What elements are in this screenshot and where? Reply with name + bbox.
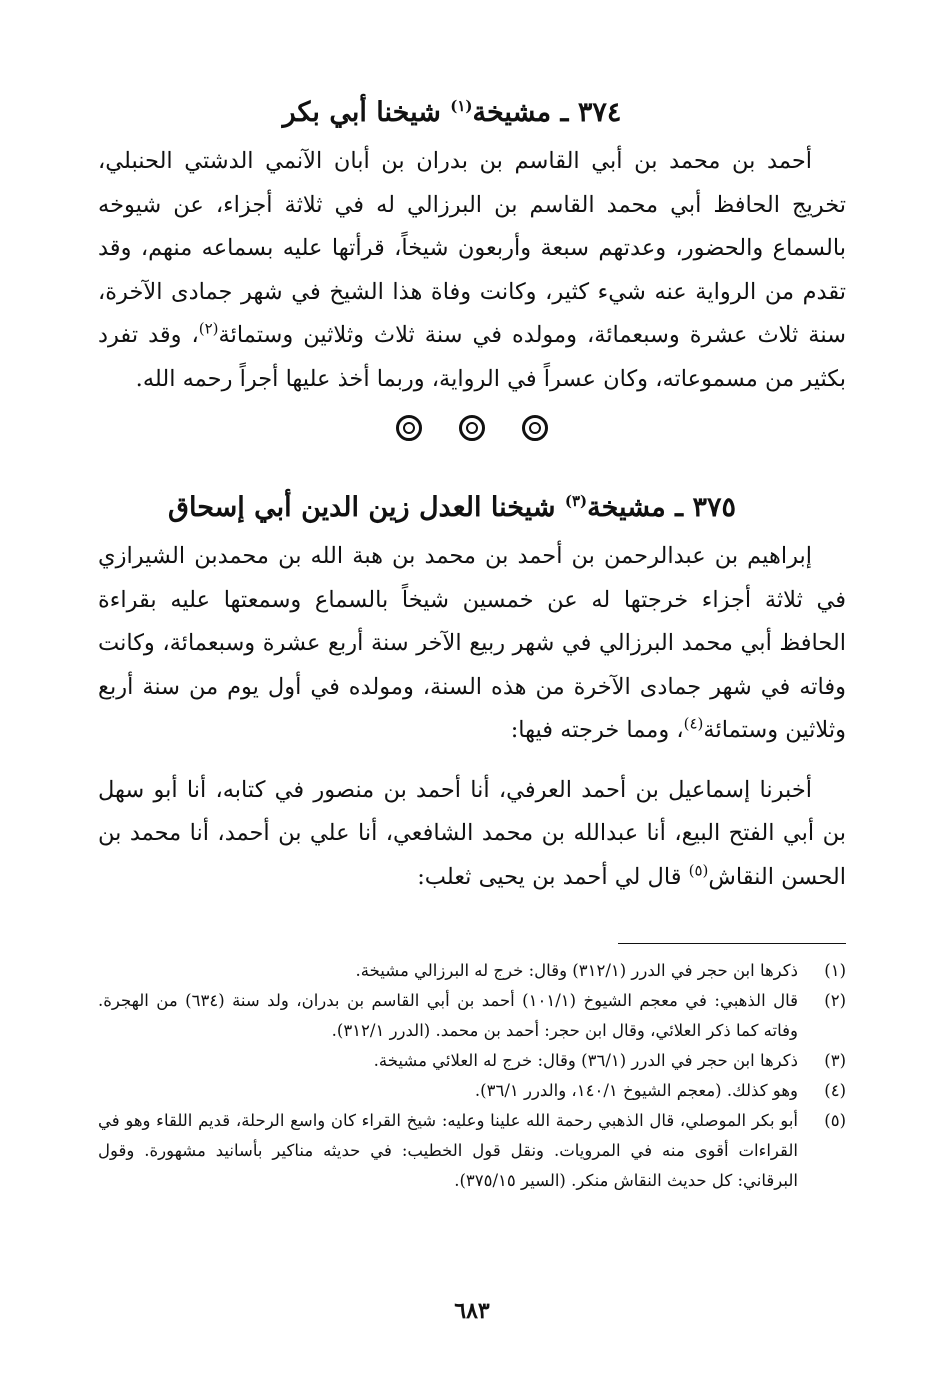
paragraph-text: أحمد بن محمد بن أبي القاسم بن بدران بن أبان الآنمي الدشتي الحنبلي، تخريج الحافظ أبي محمد القاسم بن البرزالي له في ثلاثة أجزاء، عن شيوخه بالسماع والحضور، وعدتهم سبعة وأربعون شيخاً، قرأتها عليه بسماعه منهم، وقد تقدم من الرواية عنه شيء كثير، وكانت وفاة هذا الشيخ في شهر جمادى الآخرة، سنة ثلاث عشرة وسبعمائة، ومولده في سنة ثلاث وثلاثين وستمائة (98, 148, 846, 348)
footnotes (98, 956, 846, 1196)
paragraph-text: ، وقد تفرد بكثير من مسموعاته، وكان عسراً في الرواية، وربما أخذ عليها أجراً رحمه الله. (98, 322, 846, 392)
entry-title-text: ٣٧٤ ـ مشيخة (472, 97, 622, 128)
footnote-marker: (٥) (688, 861, 709, 879)
footnote-marker: (٣) (564, 492, 588, 510)
entry-375-paragraph (98, 535, 846, 753)
ornament-icon (522, 415, 548, 441)
footnote (98, 1046, 846, 1076)
book-page (98, 92, 846, 1382)
entry-374-title (98, 92, 846, 134)
footnote-marker: (٢) (198, 319, 219, 338)
page-number: ٦٨٣ (454, 1298, 490, 1324)
footnote-text: ذكرها ابن حجر في الدرر (٣١٢/١) وقال: خرج له البرزالي مشيخة. (355, 961, 798, 980)
footnote (98, 1106, 846, 1196)
footnote-text: قال الذهبي: في معجم الشيوخ (١٠١/١) أحمد بن أبي القاسم بن بدران، ولد سنة (٦٣٤) من الهجرة. وفاته كما ذكر العلائي، وقال ابن حجر: أحمد بن محمد. (الدرر ٣١٢/١). (98, 991, 798, 1040)
entry-title-text: شيخنا العدل زين الدين أبي إسحاق (168, 492, 565, 523)
footnote (98, 986, 846, 1046)
entry-375-title (98, 487, 846, 529)
entry-374-paragraph (98, 140, 846, 401)
ornament-icon (396, 415, 422, 441)
footnote (98, 1076, 846, 1106)
footnote-marker: (١) (450, 97, 473, 115)
paragraph-text: ، ومما خرجته فيها: (510, 717, 684, 743)
entry-375-isnad-paragraph (98, 769, 846, 900)
footnote-marker: (٤) (683, 714, 704, 733)
footnote-number: (٤) (824, 1081, 846, 1100)
footnote-number: (٣) (824, 1051, 846, 1070)
paragraph-text: قال لي أحمد بن يحيى ثعلب: (417, 863, 689, 890)
footnote-number: (٢) (824, 991, 846, 1010)
entry-title-text: شيخنا أبي بكر (282, 97, 451, 128)
section-divider (98, 415, 846, 451)
footnote-text: ذكرها ابن حجر في الدرر (٣٦/١) وقال: خرج له العلائي مشيخة. (373, 1051, 798, 1070)
paragraph-text: أخبرنا إسماعيل بن أحمد العرفي، أنا أحمد بن منصور في كتابه، أنا أبو سهل بن أبي الفتح البيع، أنا عبدالله بن محمد الشافعي، أنا علي بن أحمد، أنا محمد بن الحسن النقاش (98, 776, 846, 890)
footnote-number: (٥) (824, 1111, 846, 1130)
footnote-number: (١) (824, 961, 846, 980)
footnote (98, 956, 846, 986)
footnote-separator (618, 943, 846, 944)
entry-title-text: ٣٧٥ ـ مشيخة (587, 492, 736, 523)
footnote-text: وهو كذلك. (معجم الشيوخ ١٤٠/١، والدرر ٣٦/١). (474, 1081, 798, 1100)
ornament-icon (459, 415, 485, 441)
footnote-text: أبو بكر الموصلي، قال الذهبي رحمة الله علينا وعليه: شيخ القراء كان واسع الرحلة، قديم اللقاء وهو في القراءات أقوى منه في المرويات. ونقل قول الخطيب: في حديثه مناكير بأسانيد مشهورة. وقول البرقاني: كل حديث النقاش منكر. (السير ٣٧٥/١٥). (98, 1111, 798, 1190)
paragraph-text: إبراهيم بن عبدالرحمن بن أحمد بن محمد بن هبة الله بن محمدبن الشيرازي في ثلاثة أجزاء خرجتها له عن خمسين شيخاً بالسماع وسمعتها عليه بقراءة الحافظ أبي محمد البرزالي في شهر ربيع الآخر سنة أربع عشرة وسبعمائة، وكانت وفاته في شهر جمادى الآخرة من هذه السنة، ومولده في أول يوم من سنة أربع وثلاثين وستمائة (98, 543, 846, 743)
